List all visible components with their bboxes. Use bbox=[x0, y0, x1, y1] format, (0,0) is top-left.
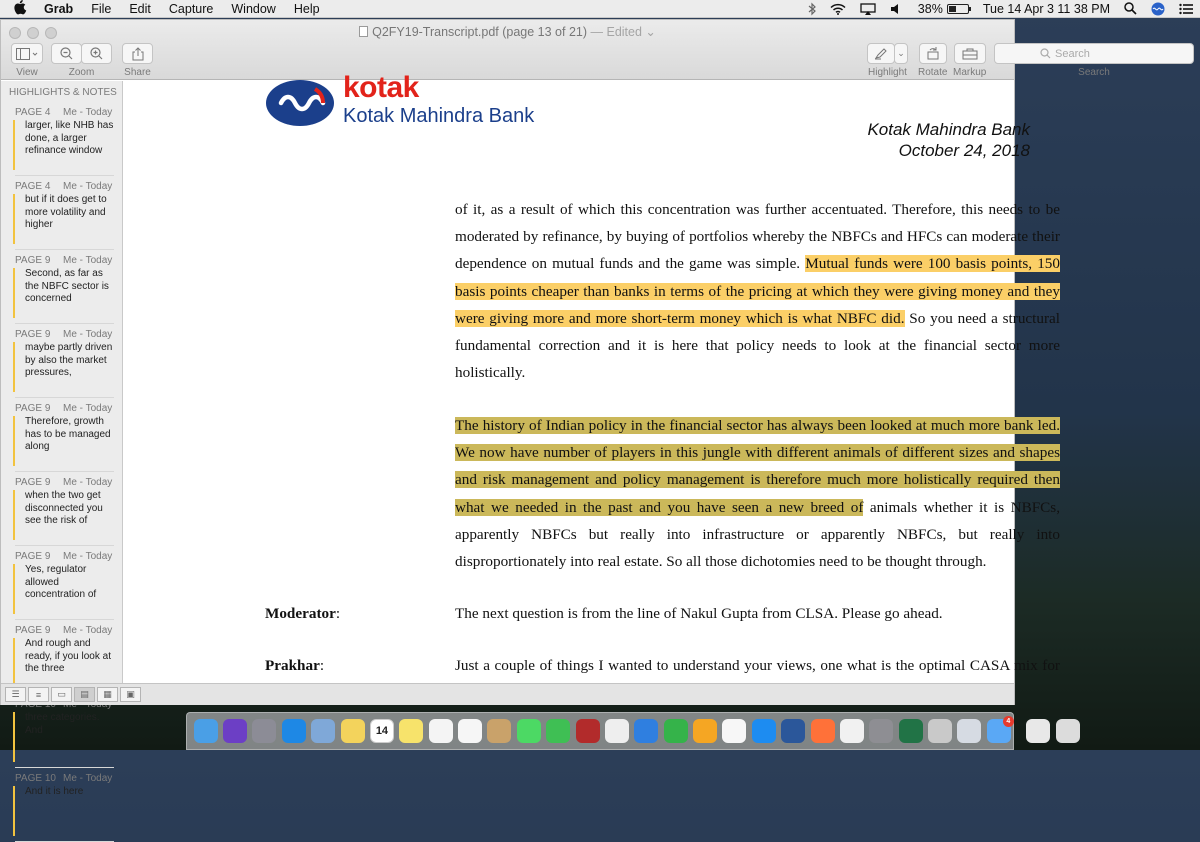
volume-icon[interactable] bbox=[890, 3, 904, 15]
edited-status: — Edited bbox=[590, 25, 642, 39]
document-title[interactable] bbox=[1, 24, 1014, 39]
note-text: And it is here bbox=[13, 786, 114, 836]
kotak-logo bbox=[265, 71, 535, 127]
note-text: And rough and ready, if you look at the three bbox=[13, 638, 114, 688]
dock bbox=[186, 712, 1014, 750]
music-icon[interactable] bbox=[722, 719, 746, 743]
search-label: Search bbox=[1078, 67, 1110, 78]
siri-icon[interactable] bbox=[223, 719, 247, 743]
stickies-icon[interactable] bbox=[399, 719, 423, 743]
wifi-icon[interactable] bbox=[830, 3, 846, 15]
note-page: PAGE 10 bbox=[15, 773, 56, 784]
note-meta: Me - Today bbox=[63, 255, 113, 266]
calendar-icon[interactable] bbox=[370, 719, 394, 743]
note-item[interactable] bbox=[15, 475, 114, 546]
paragraph-2[interactable] bbox=[455, 412, 1060, 575]
paragraph-1-text-b: So you need a structural fundamental correction and it is here that policy needs to look at the financial sector more holistically. bbox=[455, 309, 1060, 382]
pdf-file-icon bbox=[359, 26, 368, 37]
bluetooth-icon[interactable] bbox=[808, 3, 816, 15]
paragraph-2-text: animals whether it is NBFCs, apparently NBFCs but really into infrastructure or apparently NBFCs, but really into disproportionately into real estate. So all those dichotomies need to be thought through. bbox=[455, 498, 1061, 571]
note-page: PAGE 9 bbox=[15, 625, 51, 636]
photos-icon[interactable] bbox=[458, 719, 482, 743]
sidebar-view-modes bbox=[1, 683, 1014, 705]
search-group bbox=[994, 43, 1194, 78]
pages-icon[interactable] bbox=[693, 719, 717, 743]
sidebar-header: HIGHLIGHTS & NOTES bbox=[9, 87, 117, 98]
note-header bbox=[15, 475, 114, 490]
battery-status[interactable] bbox=[918, 2, 969, 16]
sidebar-toggle-icon bbox=[16, 48, 38, 60]
notes-list bbox=[1, 105, 122, 842]
view-mode-thumbnails-icon[interactable]: ▭ bbox=[51, 687, 72, 702]
note-meta: Me - Today bbox=[63, 773, 113, 784]
apple-menu-icon[interactable] bbox=[0, 0, 40, 17]
toolbox-icon bbox=[962, 48, 978, 60]
photo-booth-icon[interactable] bbox=[576, 719, 600, 743]
speaker-name: Moderator bbox=[265, 605, 336, 622]
note-item[interactable] bbox=[15, 697, 114, 768]
note-item[interactable] bbox=[15, 253, 114, 324]
menu-help[interactable]: Help bbox=[293, 1, 320, 16]
menu-window[interactable]: Window bbox=[231, 1, 276, 16]
document-title-text: Q2FY19-Transcript.pdf (page 13 of 21) bbox=[372, 25, 588, 39]
facetime-icon[interactable] bbox=[546, 719, 570, 743]
note-item[interactable] bbox=[15, 401, 114, 472]
zoom-in-button[interactable] bbox=[81, 43, 112, 64]
note-text: when the two get disconnected you see the risk of bbox=[13, 490, 114, 540]
paragraph-1[interactable] bbox=[455, 196, 1060, 386]
note-page: PAGE 4 bbox=[15, 181, 51, 192]
header-date: October 24, 2018 bbox=[898, 141, 1030, 160]
note-page: PAGE 9 bbox=[15, 403, 51, 414]
highlight-options-button[interactable] bbox=[894, 43, 908, 64]
firefox-icon[interactable] bbox=[811, 719, 835, 743]
rotate-button[interactable] bbox=[919, 43, 947, 64]
prakhar-text[interactable]: Just a couple of things I wanted to understand your views, one what is the optimal CASA mix for bbox=[455, 657, 1060, 674]
launchpad-icon[interactable] bbox=[252, 719, 276, 743]
zoom-label: Zoom bbox=[68, 67, 95, 78]
note-meta: Me - Today bbox=[63, 403, 113, 414]
highlighter-icon bbox=[874, 48, 888, 60]
view-mode-bookmarks-icon[interactable]: ▦ bbox=[97, 687, 118, 702]
note-page: PAGE 9 bbox=[15, 255, 51, 266]
share-button[interactable] bbox=[122, 43, 153, 64]
rotate-label: Rotate bbox=[918, 67, 948, 78]
note-text: larger, like NHB has done, a larger refinance window bbox=[13, 120, 114, 170]
textedit-icon[interactable] bbox=[605, 719, 629, 743]
excel-icon[interactable] bbox=[899, 719, 923, 743]
speaker-moderator: Moderator: bbox=[265, 605, 341, 622]
speaker-prakhar: Prakhar: bbox=[265, 657, 325, 674]
notes-icon[interactable] bbox=[341, 719, 365, 743]
reminders-icon[interactable] bbox=[429, 719, 453, 743]
note-item[interactable] bbox=[15, 549, 114, 620]
mail-icon[interactable] bbox=[987, 719, 1011, 743]
note-text: Second, as far as the NBFC sector is concerned bbox=[13, 268, 114, 318]
battery-icon bbox=[947, 4, 969, 14]
logo-bank-name: Kotak Mahindra Bank bbox=[343, 105, 535, 127]
document-header bbox=[730, 119, 1030, 161]
preview-pdf-icon[interactable] bbox=[957, 719, 981, 743]
keynote-icon[interactable] bbox=[634, 719, 658, 743]
view-group bbox=[11, 43, 43, 78]
note-item[interactable] bbox=[15, 179, 114, 250]
word-icon[interactable] bbox=[781, 719, 805, 743]
script-editor-icon[interactable] bbox=[928, 719, 952, 743]
numbers-icon[interactable] bbox=[664, 719, 688, 743]
note-header bbox=[15, 105, 114, 120]
share-label: Share bbox=[124, 67, 151, 78]
view-label: View bbox=[16, 67, 38, 78]
menu-edit[interactable]: Edit bbox=[129, 1, 151, 16]
note-header bbox=[15, 401, 114, 416]
search-input[interactable] bbox=[994, 43, 1194, 64]
moderator-text[interactable]: The next question is from the line of Nakul Gupta from CLSA. Please go ahead. bbox=[455, 605, 943, 622]
note-text: Therefore, growth has to be managed along bbox=[13, 416, 114, 466]
note-meta: Me - Today bbox=[63, 477, 113, 488]
messages-icon[interactable] bbox=[517, 719, 541, 743]
view-mode-outline-icon[interactable]: ≡ bbox=[28, 687, 49, 702]
highlight-olive[interactable]: The history of Indian policy in the financial sector has always been looked at much more bank led. We now have number of players in this jungle with different animals of different sizes and shapes and risk management and policy management is therefore much more holistically required then what we needed in the past and you have seen a new breed of bbox=[455, 417, 1060, 516]
note-page: PAGE 4 bbox=[15, 107, 51, 118]
menu-file[interactable]: File bbox=[91, 1, 112, 16]
app-store-icon[interactable] bbox=[752, 719, 776, 743]
view-button[interactable] bbox=[11, 43, 43, 64]
highlight-label: Highlight bbox=[868, 67, 907, 78]
chrome-icon[interactable] bbox=[840, 719, 864, 743]
note-text: maybe partly driven by also the market pressures, bbox=[13, 342, 114, 392]
highlights-sidebar bbox=[1, 81, 123, 797]
markup-group bbox=[953, 43, 986, 78]
note-header bbox=[15, 771, 114, 786]
spotlight-search-icon[interactable] bbox=[1124, 2, 1137, 15]
note-text: Yes, regulator allowed concentration of bbox=[13, 564, 114, 614]
note-header bbox=[15, 253, 114, 268]
view-mode-list-icon[interactable]: ☰ bbox=[5, 687, 26, 702]
note-page: PAGE 9 bbox=[15, 477, 51, 488]
note-header bbox=[15, 327, 114, 342]
note-header bbox=[15, 179, 114, 194]
note-page: PAGE 9 bbox=[15, 551, 51, 562]
menu-app-name[interactable]: Grab bbox=[44, 1, 74, 16]
note-header bbox=[15, 623, 114, 638]
logo-word: kotak bbox=[343, 71, 419, 104]
airplay-icon[interactable] bbox=[860, 3, 876, 15]
trash-icon[interactable] bbox=[1056, 719, 1080, 743]
clock[interactable]: Tue 14 Apr 3 11 38 PM bbox=[982, 1, 1110, 16]
notification-center-icon[interactable] bbox=[1179, 3, 1193, 15]
search-icon bbox=[1040, 48, 1051, 59]
menu-capture[interactable]: Capture bbox=[168, 1, 214, 16]
title-bar bbox=[1, 20, 1110, 80]
note-meta: Me - Today bbox=[63, 107, 113, 118]
header-company: Kotak Mahindra Bank bbox=[867, 120, 1030, 139]
note-page: PAGE 9 bbox=[15, 329, 51, 340]
note-item[interactable] bbox=[15, 327, 114, 398]
zoom-out-icon bbox=[60, 47, 73, 60]
chevron-down-icon: ⌄ bbox=[897, 48, 905, 58]
view-mode-highlights-icon[interactable]: ▤ bbox=[74, 687, 95, 702]
menu-bar bbox=[0, 0, 1200, 18]
safari-icon[interactable] bbox=[282, 719, 306, 743]
markup-label: Markup bbox=[953, 67, 987, 78]
note-meta: Me - Today bbox=[63, 181, 113, 192]
title-chevron-icon: ⌄ bbox=[641, 25, 656, 39]
mail-badge: 4 bbox=[1003, 716, 1014, 727]
note-meta: Me - Today bbox=[63, 551, 113, 562]
view-mode-contact-sheet-icon[interactable]: ▣ bbox=[120, 687, 141, 702]
rotate-group bbox=[918, 43, 947, 78]
battery-percent: 38% bbox=[917, 1, 943, 16]
highlight-orange[interactable]: Mutual funds were 100 basis points, 150 basis points cheaper than banks in terms of the pricing at which they were giving money and they were giving more and more short-term money which is what NBFC did. bbox=[455, 255, 1060, 327]
calendar-day: 14 bbox=[375, 725, 389, 737]
note-text: but if it does get to more volatility and higher bbox=[13, 194, 114, 244]
highlight-group bbox=[867, 43, 908, 78]
kotak-logo-mark bbox=[265, 79, 335, 127]
paragraph-1-text-a: of it, as a result of which this concentration was further accentuated. Therefore, this needs to be moderated by refinance, by buying of portfolios whereby the NBFCs and HFCs can moderate their dependence on mutual funds and the game was simple. bbox=[455, 201, 1060, 273]
note-header bbox=[15, 549, 114, 564]
note-item[interactable] bbox=[15, 771, 114, 842]
note-item[interactable] bbox=[15, 105, 114, 176]
zoom-group bbox=[51, 43, 112, 78]
preview-icon[interactable] bbox=[311, 719, 335, 743]
airdrop-icon[interactable] bbox=[1026, 719, 1050, 743]
markup-button[interactable] bbox=[954, 43, 986, 64]
note-text: three categories. And bbox=[13, 712, 114, 762]
zoom-in-icon bbox=[90, 47, 103, 60]
highlight-button[interactable] bbox=[867, 43, 895, 64]
share-group bbox=[122, 43, 153, 78]
system-preferences-icon[interactable] bbox=[869, 719, 893, 743]
note-meta: Me - Today bbox=[63, 625, 113, 636]
share-icon bbox=[132, 47, 144, 61]
speaker-name: Prakhar bbox=[265, 657, 320, 674]
siri-menu-icon[interactable] bbox=[1151, 2, 1165, 16]
contacts-icon[interactable] bbox=[487, 719, 511, 743]
rotate-icon bbox=[926, 47, 940, 60]
note-meta: Me - Today bbox=[63, 329, 113, 340]
zoom-out-button[interactable] bbox=[51, 43, 82, 64]
finder-icon[interactable] bbox=[194, 719, 218, 743]
